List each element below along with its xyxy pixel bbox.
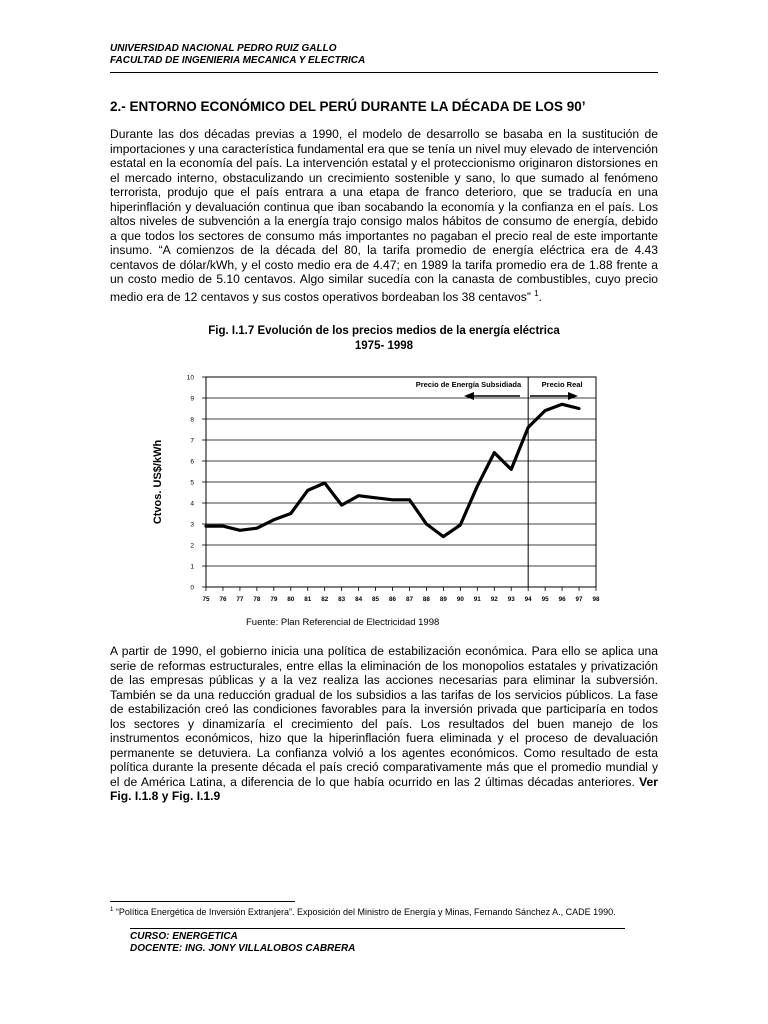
real-price-label: Precio Real — [541, 380, 583, 389]
paragraph-2 — [110, 644, 658, 804]
x-tick-label: 83 — [338, 596, 346, 603]
price-series-line — [206, 404, 579, 536]
paragraph-1 — [110, 127, 658, 304]
x-tick-label: 96 — [558, 596, 566, 603]
x-tick-label: 85 — [372, 596, 380, 603]
x-tick-label: 91 — [473, 596, 481, 603]
y-tick-label: 5 — [190, 479, 194, 487]
header-rule — [110, 72, 658, 73]
paragraph-1-end: . — [538, 289, 543, 304]
header-university: UNIVERSIDAD NACIONAL PEDRO RUIZ GALLO — [110, 43, 337, 54]
footer-course: CURSO: ENERGETICA — [130, 931, 238, 942]
footnote-number: 1 — [110, 907, 114, 913]
x-tick-label: 89 — [439, 596, 447, 603]
x-tick-label: 80 — [287, 596, 295, 603]
y-tick-label: 2 — [190, 542, 194, 550]
price-chart — [110, 360, 610, 610]
x-tick-label: 95 — [541, 596, 549, 603]
x-tick-label: 97 — [575, 596, 583, 603]
x-tick-label: 84 — [355, 596, 363, 603]
y-tick-label: 7 — [190, 437, 194, 445]
y-tick-label: 8 — [190, 416, 194, 424]
footnote — [110, 907, 616, 917]
y-tick-label: 0 — [190, 584, 194, 592]
paragraph-1-text: Durante las dos décadas previas a 1990, el modelo de desarrollo se basaba en la sustitución de importaciones y una característica fundamental era que se tenía un nivel muy elevado de intervención estatal en la economía del país. La intervención estatal y el proteccionismo originaron distorsiones en el mercado interno, obstaculizando un crecimiento sostenible y sano, lo que sumado al fenómeno terrorista, produjo que el país entrara a una etapa de franco deterioro, que se traducía en una hiperinflación y devaluación continua que iban socabando la economía y la confianza en el país. Los altos niveles de subvención a la energía trajo consigo malos hábitos de consumo de energía, debido a que todos los sectores de consumo más importantes no pagaban el precio real de este importante insumo. “A comienzos de la década del 80, la tarifa promedio de energía eléctrica era de 4.43 centavos de dólar/kWh, y el costo medio era de 4.47; en 1989 la tarifa promedio era de 1.88 frente a un costo medio de 5.10 centavos. Algo similar sucedía con la canasta de combustibles, cuyo precio medio era de 12 centavos y sus costos operativos bordeaban los 38 centavos” — [110, 127, 658, 304]
real-arrowhead — [568, 392, 578, 400]
chart-grid — [206, 398, 596, 566]
subsidized-price-label: Precio de Energía Subsidiada — [415, 380, 522, 389]
x-tick-label: 98 — [592, 596, 600, 603]
x-tick-label: 94 — [524, 596, 532, 603]
y-tick-label: 10 — [186, 374, 194, 382]
subsidized-arrowhead — [464, 392, 474, 400]
y-tick-label: 9 — [190, 395, 194, 403]
x-tick-label: 93 — [507, 596, 515, 603]
figure-caption-line2: 1975- 1998 — [354, 340, 414, 352]
x-tick-label: 90 — [456, 596, 464, 603]
x-tick-labels — [202, 587, 600, 603]
footnote-text: “Política Energética de Inversión Extranjera”. Exposición del Ministro de Energía y Minas, Fernando Sánchez A., CADE 1990. — [115, 907, 616, 917]
x-tick-label: 88 — [422, 596, 430, 603]
footer-rule — [130, 928, 625, 929]
y-axis-label: Ctvos. US$/kWh — [152, 439, 164, 525]
figure-caption — [110, 324, 658, 354]
x-tick-label: 75 — [202, 596, 210, 603]
x-tick-label: 76 — [219, 596, 227, 603]
paragraph-2-text: A partir de 1990, el gobierno inicia una política de estabilización económica. Para ello se aplica una serie de reformas estructurales, entre ellas la eliminación de los monopolios estatales y privatización de las empresas públicas y a la vez realiza las acciones necesarias para eliminar la subversión. También se da una reducción gradual de los subsidios a las tarifas de los servicios públicos. La fase de estabilización creó las condiciones favorables para la inversión privada que participaría en todos los sectores y dinamizaría el crecimiento del país. Los resultados del buen manejo de los instrumentos económicos, hizo que la hiperinflación fuera eliminada y el proceso de devaluación permanente se detuviera. La confianza volvió a los agentes económicos. Como resultado de esta política durante la presente década el país creció comparativamente más que el promedio mundial y el de América Latina, a diferencia de lo que había ocurrido en las 2 últimas décadas anteriores. — [110, 644, 658, 789]
y-tick-label: 3 — [190, 521, 194, 529]
section-title: 2.- ENTORNO ECONÓMICO DEL PERÚ DURANTE LA DÉCADA DE LOS 90’ — [110, 99, 586, 114]
price-points — [206, 404, 579, 537]
y-tick-label: 1 — [190, 563, 194, 571]
y-tick-label: 6 — [190, 458, 194, 466]
y-tick-labels — [187, 375, 206, 592]
x-tick-label: 77 — [236, 596, 244, 603]
figure-reference: Ver Fig. I.1.8 y Fig. I.1.9 — [110, 774, 658, 803]
footer-teacher: DOCENTE: ING. JONY VILLALOBOS CABRERA — [130, 943, 356, 954]
x-tick-label: 78 — [253, 596, 261, 603]
x-tick-label: 86 — [389, 596, 397, 603]
figure-source: Fuente: Plan Referencial de Electricidad 1998 — [246, 617, 440, 628]
x-tick-label: 92 — [490, 596, 498, 603]
x-tick-label: 87 — [405, 596, 413, 603]
footnote-rule — [110, 901, 295, 902]
x-tick-label: 82 — [321, 596, 329, 603]
header-faculty: FACULTAD DE INGENIERIA MECANICA Y ELECTRICA — [110, 55, 366, 66]
footnote-ref: 1 — [534, 288, 539, 298]
x-tick-label: 81 — [304, 596, 312, 603]
x-tick-label: 79 — [270, 596, 278, 603]
y-tick-label: 4 — [190, 500, 194, 508]
figure-caption-line1: Fig. I.1.7 Evolución de los precios medios de la energía eléctrica — [208, 325, 560, 337]
